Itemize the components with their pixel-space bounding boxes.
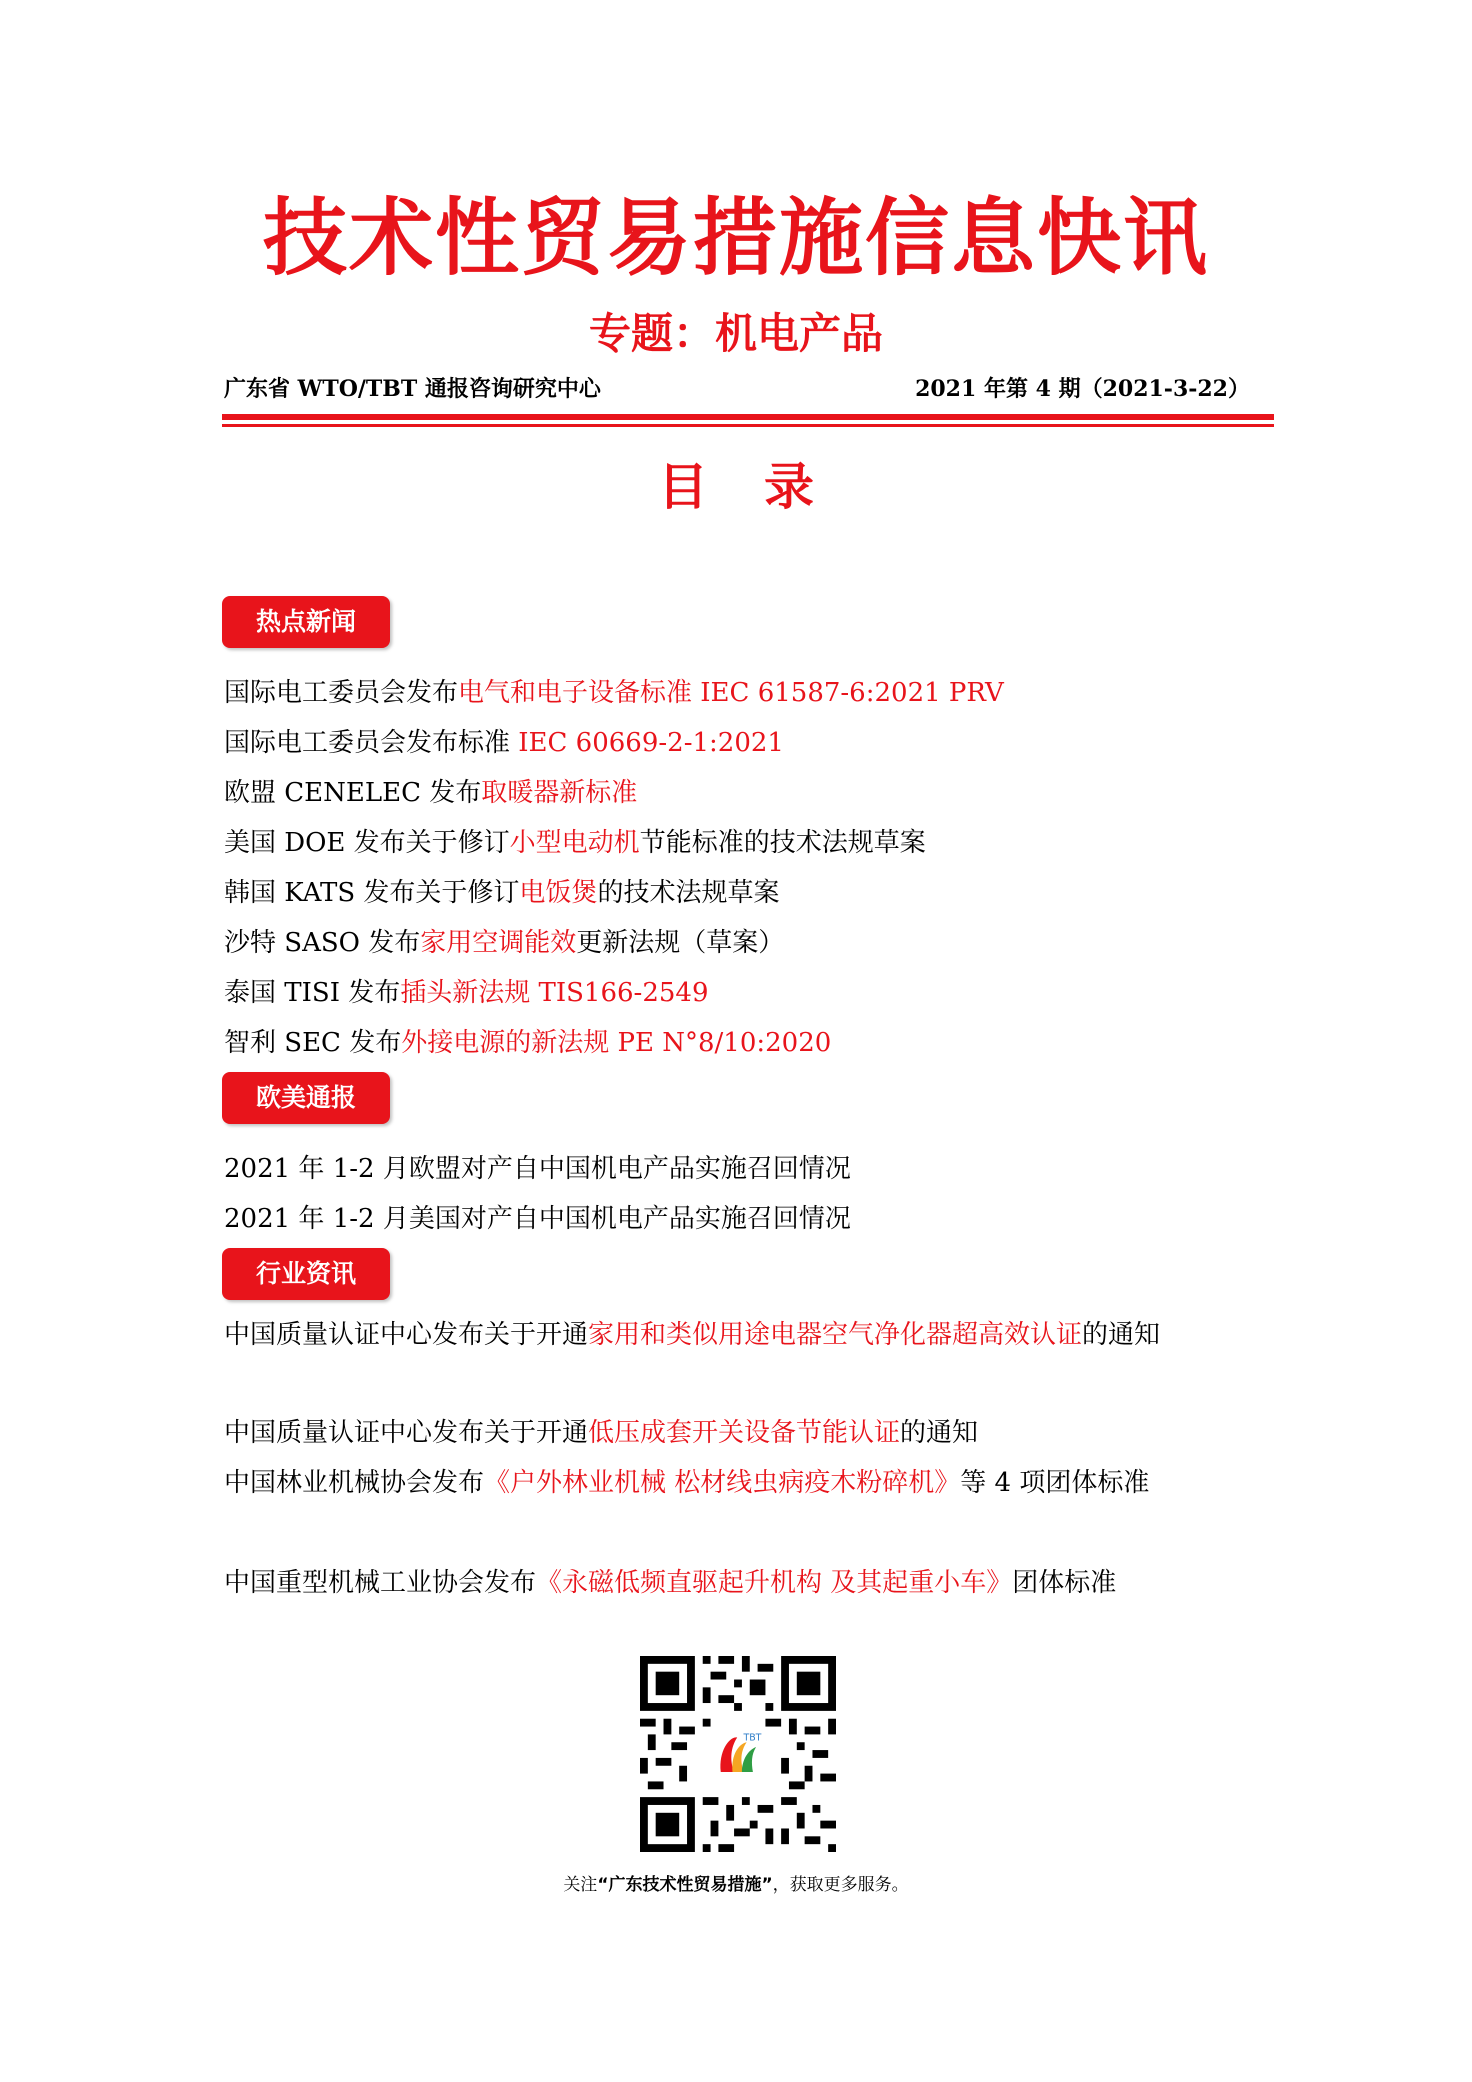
section-badge-eu-us-notice: 欧美通报 [222,1072,390,1124]
item-highlight: 电饭煲 [519,878,598,908]
header-divider-thin [222,424,1274,427]
toc-item[interactable] [224,768,1264,818]
caption-prefix: 关注 [563,1875,598,1895]
item-text: 韩国 KATS 发布关于修订 [224,878,520,908]
item-text: 2021 年 1-2 月美国对产自中国机电产品实施召回情况 [224,1204,851,1234]
section-badge-hot-news: 热点新闻 [222,596,390,648]
caption-account-name: “广东技术性贸易措施” [597,1875,773,1895]
item-highlight: 外接电源的新法规 PE N°8/10:2020 [401,1028,832,1058]
toc-item[interactable] [224,968,1264,1018]
qr-finder-top-left [640,1656,695,1711]
toc-item[interactable] [224,1310,1264,1360]
item-text: 中国质量认证中心发布关于开通 [224,1418,589,1448]
item-highlight: IEC 60669-2-1:2021 [518,728,784,758]
publisher: 广东省 WTO/TBT 通报咨询研究中心 [224,376,601,402]
toc-item[interactable] [224,818,1264,868]
toc-heading: 目录 [658,458,870,516]
item-highlight: 《户外林业机械 松材线虫病疫木粉碎机》 [484,1468,961,1498]
toc-item[interactable] [224,1408,1264,1458]
item-highlight: 取暖器新标准 [481,778,638,808]
item-text-after: 的通知 [900,1418,979,1448]
item-highlight: 家用和类似用途电器空气净化器超高效认证 [588,1320,1083,1350]
item-highlight: 低压成套开关设备节能认证 [588,1418,901,1448]
caption-suffix: ，获取更多服务。 [772,1875,909,1895]
item-text: 美国 DOE 发布关于修订 [224,828,510,858]
item-text: 泰国 TISI 发布 [224,978,401,1008]
item-highlight: 插头新法规 TIS166-2549 [400,978,709,1008]
toc-item[interactable] [224,1194,1264,1244]
toc-item[interactable] [224,1558,1264,1608]
item-text-after: 等 4 项团体标准 [960,1468,1150,1498]
toc-item[interactable] [224,718,1264,768]
item-text: 国际电工委员会发布标准 [224,728,519,758]
item-text: 中国质量认证中心发布关于开通 [224,1320,589,1350]
item-text-after: 更新法规（草案） [576,928,785,958]
document-title: 技术性贸易措施信息快讯 [262,189,1209,287]
item-highlight: 家用空调能效 [420,928,577,958]
qr-logo-text: TBT [743,1732,762,1744]
item-text: 欧盟 CENELEC 发布 [224,778,482,808]
item-highlight: 《永磁低频直驱起升机构 及其起重小车》 [536,1568,1013,1598]
toc-item[interactable] [224,668,1264,718]
item-highlight: 小型电动机 [509,828,640,858]
toc-item[interactable] [224,918,1264,968]
toc-item[interactable] [224,868,1264,918]
document-subtitle: 专题：机电产品 [588,309,883,358]
toc-item[interactable] [224,1018,1264,1068]
item-text: 2021 年 1-2 月欧盟对产自中国机电产品实施召回情况 [224,1154,851,1184]
item-text: 智利 SEC 发布 [224,1028,402,1058]
toc-item[interactable] [224,1458,1264,1508]
item-highlight: 电气和电子设备标准 IEC 61587-6:2021 PRV [458,678,1004,708]
item-text-after: 团体标准 [1012,1568,1117,1598]
item-text: 国际电工委员会发布 [224,678,459,708]
qr-caption [0,1872,1472,1898]
item-text: 中国重型机械工业协会发布 [224,1568,537,1598]
section-badge-industry-news: 行业资讯 [222,1248,390,1300]
header-divider-thick [222,414,1274,420]
qr-finder-bottom-left [640,1797,695,1852]
issue-info: 2021 年第 4 期（2021-3-22） [915,376,1250,402]
item-text: 沙特 SASO 发布 [224,928,421,958]
item-text-after: 的技术法规草案 [597,878,780,908]
qr-finder-top-right [781,1656,836,1711]
qr-center-logo [711,1727,766,1782]
item-text-after: 的通知 [1082,1320,1161,1350]
toc-item[interactable] [224,1144,1264,1194]
qr-code [638,1656,838,1852]
item-text: 中国林业机械协会发布 [224,1468,485,1498]
item-text-after: 节能标准的技术法规草案 [639,828,926,858]
